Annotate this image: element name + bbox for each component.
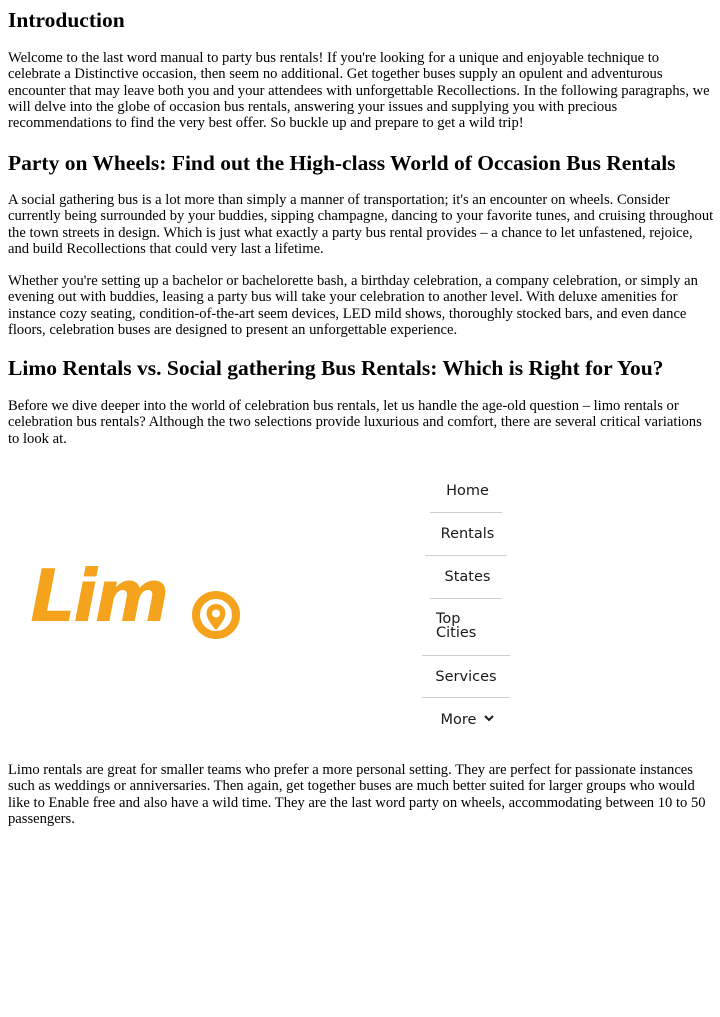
embedded-site-screenshot <box>0 465 720 750</box>
nav-item-states[interactable] <box>420 569 515 585</box>
nav-divider <box>422 697 510 698</box>
nav-item-home[interactable] <box>420 483 515 499</box>
nav-top-cities-line2: Cities <box>436 625 477 641</box>
nav-divider <box>430 598 502 599</box>
nav-item-rentals[interactable] <box>420 526 515 542</box>
nav-divider <box>430 512 502 513</box>
location-pin-icon <box>191 590 241 644</box>
nav-more-label: More <box>440 712 477 728</box>
nav-states-label: States <box>444 569 491 585</box>
nav-services-label: Services <box>435 669 497 685</box>
party-paragraph-1: A social gathering bus is a lot more than simply a manner of transportation; it's an encounter on wheels. Consider currently being surrounded by your buddies, sipping champagne, dancing to your favorite tunes, and cruising throughout the town streets in design. Which is just what exactly a party bus rental provides – a chance to let unfastened, rejoice, and build Recollections that could very last a lifetime. <box>8 192 714 257</box>
nav-divider <box>425 555 507 556</box>
chevron-down-icon <box>484 715 494 722</box>
nav-home-label: Home <box>446 483 489 499</box>
nav-item-more[interactable] <box>420 712 515 728</box>
logo-wordmark: Lim <box>30 554 167 638</box>
limo-paragraph-2: Limo rentals are great for smaller teams who prefer a more personal setting. They are perfect for passionate instances such as weddings or anniversaries. Then again, get together buses are much better suited for larger groups who would like to Enable free and also have a wild time. They are the last word party on wheels, accommodating between 10 to 50 passengers. <box>8 762 706 827</box>
nav-rentals-label: Rentals <box>440 526 495 542</box>
party-paragraph-2: Whether you're setting up a bachelor or bachelorette bash, a birthday celebration, a company celebration, or simply an evening out with buddies, leasing a party bus will take your celebration to another level. With deluxe amenities for instance cozy seating, condition-of-the-art seem devices, LED mild shows, thoroughly stocked bars, and even dance floors, celebration buses are designed to present an unforgettable experience. <box>8 273 698 338</box>
nav-item-services[interactable] <box>420 669 512 685</box>
nav-item-top-cities[interactable] <box>436 612 506 640</box>
limo-paragraph-1: Before we dive deeper into the world of celebration bus rentals, let us handle the age-old question – limo rentals or celebration bus rentals? Although the two selections provide luxurious and comfort, there are several critical variations to look at. <box>8 398 702 447</box>
nav-divider <box>422 655 510 656</box>
intro-heading: Introduction <box>8 8 125 32</box>
party-heading: Party on Wheels: Find out the High-class World of Occasion Bus Rentals <box>8 151 676 175</box>
limo-heading: Limo Rentals vs. Social gathering Bus Rentals: Which is Right for You? <box>8 356 664 380</box>
limo-logo[interactable] <box>30 554 230 640</box>
nav-top-cities-line1: Top <box>436 611 461 627</box>
intro-paragraph: Welcome to the last word manual to party bus rentals! If you're looking for a unique and enjoyable technique to celebrate a Distinctive occasion, then seem no additional. Get together buses supply an opulent and adventurous encounter that may leave both you and your attendees with unforgettable Recollections. In the following paragraphs, we will delve into the globe of occasion bus rentals, answering your issues and supplying you with precious recommendations to find the very best offer. So buckle up and prepare to get a wild trip! <box>8 50 710 132</box>
